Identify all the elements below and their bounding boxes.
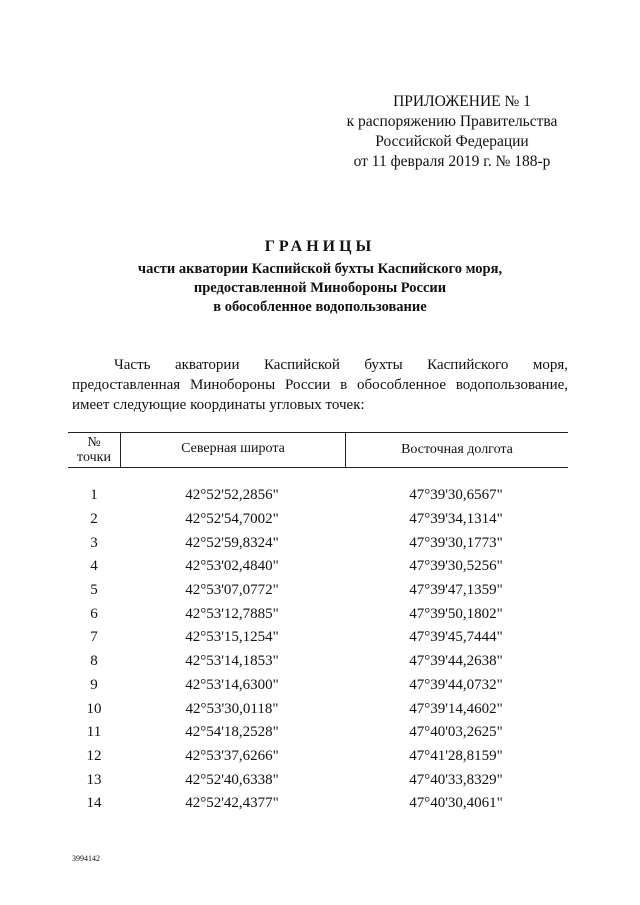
longitude-cell: 47°39'14,4602"	[409, 700, 503, 717]
latitude-cell: 42°52'59,8324"	[185, 534, 279, 551]
intro-text: Часть акватории Каспийской бухты Каспийского моря, предоставленная Минобороны России в обособленное водопользование, имеет следующие координаты угловых точек:	[72, 357, 568, 413]
point-number-cell: 4	[90, 558, 98, 575]
longitude-cell: 47°40'03,2625"	[409, 724, 503, 741]
table-row	[68, 792, 568, 816]
point-number-cell: 10	[86, 700, 102, 717]
point-number-cell: 2	[90, 511, 98, 528]
latitude-cell: 42°53'14,6300"	[185, 676, 279, 693]
point-number-cell: 3	[90, 534, 98, 551]
longitude-cell: 47°39'50,1802"	[409, 605, 503, 622]
latitude-cell: 42°53'15,1254"	[185, 629, 279, 646]
latitude-cell: 42°53'30,0118"	[185, 700, 279, 717]
intro-paragraph	[72, 355, 568, 415]
table-row	[68, 626, 568, 650]
appendix-line: к распоряжению Правительства	[346, 113, 558, 130]
point-number-cell: 12	[86, 747, 102, 764]
longitude-cell: 47°41'28,8159"	[409, 747, 503, 764]
coordinates-table	[68, 432, 568, 816]
subtitle-line: части акватории Каспийской бухты Каспийского моря,	[137, 261, 503, 277]
latitude-cell: 42°52'52,2856"	[185, 487, 279, 504]
latitude-cell: 42°54'18,2528"	[185, 724, 279, 741]
point-number-cell: 11	[86, 724, 102, 741]
table-row	[68, 508, 568, 532]
latitude-cell: 42°53'12,7885"	[185, 605, 279, 622]
appendix-date: от 11 февраля 2019 г. № 188-р	[353, 153, 551, 170]
header-latitude: Северная широта	[121, 433, 346, 467]
appendix-header	[336, 92, 568, 172]
point-number-cell: 14	[86, 795, 102, 812]
latitude-cell: 42°52'42,4377"	[185, 795, 279, 812]
latitude-cell: 42°52'40,6338"	[185, 771, 279, 788]
table-row	[68, 579, 568, 603]
latitude-cell: 42°53'02,4840"	[185, 558, 279, 575]
subtitle-line: предоставленной Минобороны России	[193, 280, 447, 296]
longitude-cell: 47°40'33,8329"	[409, 771, 503, 788]
table-body	[68, 484, 568, 816]
table-row	[68, 484, 568, 508]
header-num-symbol: №	[87, 435, 101, 450]
table-row	[68, 674, 568, 698]
longitude-cell: 47°39'45,7444"	[409, 629, 503, 646]
table-row	[68, 555, 568, 579]
point-number-cell: 6	[90, 605, 98, 622]
table-row	[68, 697, 568, 721]
table-row	[68, 721, 568, 745]
longitude-cell: 47°39'30,5256"	[409, 558, 503, 575]
header-point-number	[68, 433, 121, 467]
latitude-cell: 42°53'07,0772"	[185, 582, 279, 599]
subtitle-line: в обособленное водопользование	[213, 299, 427, 315]
longitude-cell: 47°39'44,2638"	[409, 653, 503, 670]
point-number-cell: 1	[90, 487, 98, 504]
point-number-cell: 5	[90, 582, 98, 599]
longitude-cell: 47°39'47,1359"	[409, 582, 503, 599]
appendix-title: ПРИЛОЖЕНИЕ № 1	[393, 93, 531, 110]
table-row	[68, 768, 568, 792]
table-row	[68, 745, 568, 769]
longitude-cell: 47°39'30,6567"	[409, 487, 503, 504]
table-row	[68, 531, 568, 555]
document-number: 3994142	[72, 854, 100, 863]
table-row	[68, 650, 568, 674]
longitude-cell: 47°39'30,1773"	[409, 534, 503, 551]
appendix-line: Российской Федерации	[375, 133, 529, 150]
point-number-cell: 8	[90, 653, 98, 670]
document-title: ГРАНИЦЫ	[264, 238, 376, 255]
point-number-cell: 9	[90, 676, 98, 693]
latitude-cell: 42°53'37,6266"	[185, 747, 279, 764]
table-header	[68, 432, 568, 468]
point-number-cell: 13	[86, 771, 102, 788]
header-num-word: точки	[77, 450, 111, 465]
header-longitude: Восточная долгота	[401, 442, 513, 457]
latitude-cell: 42°52'54,7002"	[185, 511, 279, 528]
longitude-cell: 47°39'44,0732"	[409, 676, 503, 693]
latitude-cell: 42°53'14,1853"	[185, 653, 279, 670]
longitude-cell: 47°40'30,4061"	[409, 795, 503, 812]
longitude-cell: 47°39'34,1314"	[409, 511, 503, 528]
table-row	[68, 602, 568, 626]
point-number-cell: 7	[90, 629, 98, 646]
document-subtitle	[80, 260, 560, 317]
